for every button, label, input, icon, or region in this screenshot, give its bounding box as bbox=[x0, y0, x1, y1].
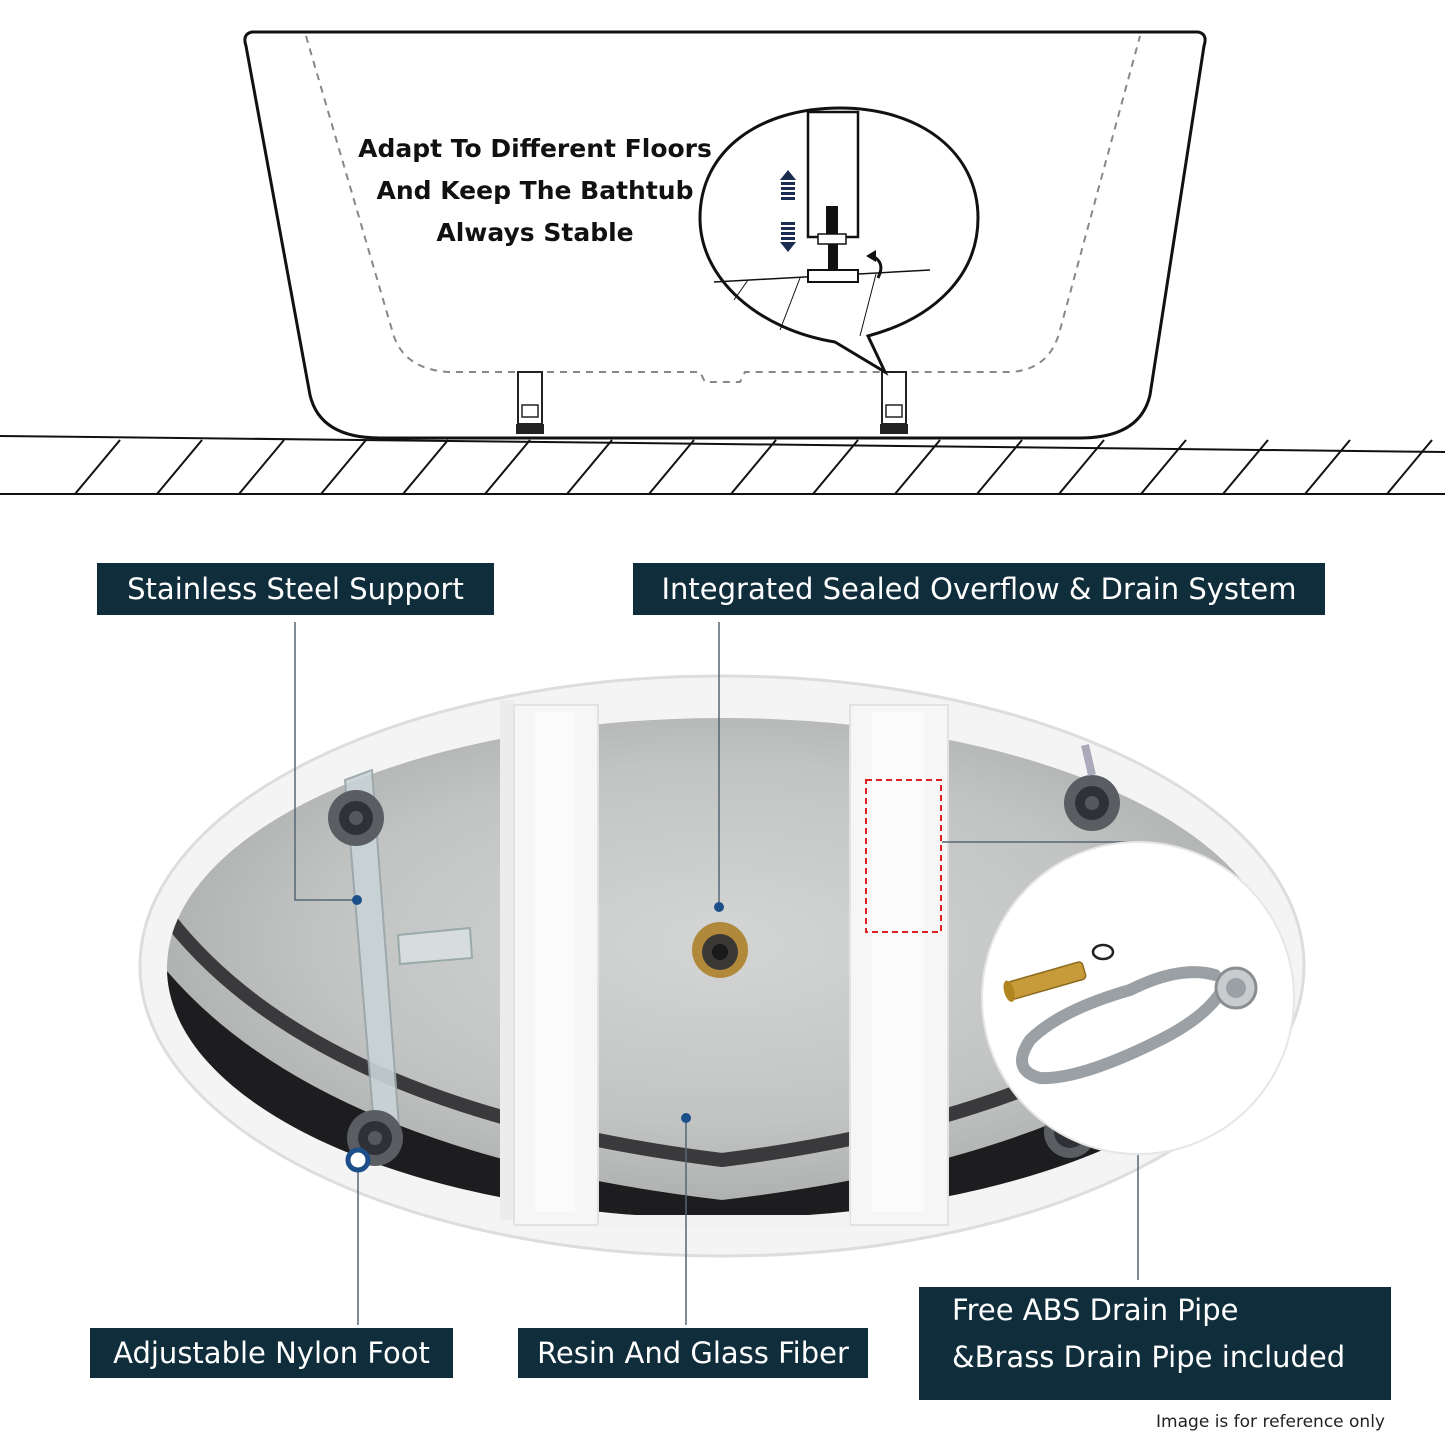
marker-foot bbox=[348, 1150, 368, 1170]
nylon-foot-top-right bbox=[1064, 775, 1120, 831]
callout-line-3: Always Stable bbox=[436, 218, 634, 247]
callout-line-2: And Keep The Bathtub bbox=[376, 176, 694, 205]
rib-left-outer bbox=[500, 700, 514, 1220]
reference-footnote: Image is for reference only bbox=[1156, 1412, 1385, 1432]
label-adjustable-nylon-foot: Adjustable Nylon Foot bbox=[90, 1328, 453, 1378]
marker-resin bbox=[681, 1113, 691, 1123]
drain-pipe-line-1: Free ABS Drain Pipe bbox=[952, 1293, 1239, 1327]
label-resin-glass-fiber: Resin And Glass Fiber bbox=[518, 1328, 868, 1378]
marker-drain bbox=[714, 902, 724, 912]
marker-support bbox=[352, 895, 362, 905]
label-stainless-steel-support: Stainless Steel Support bbox=[97, 563, 494, 615]
drain-pipe-line-2: &Brass Drain Pipe included bbox=[952, 1340, 1346, 1374]
drain-fitting bbox=[692, 922, 748, 978]
callout-line-1: Adapt To Different Floors bbox=[358, 134, 712, 163]
label-drain-pipe-included bbox=[919, 1287, 1391, 1400]
drain-pipe-inset bbox=[982, 842, 1294, 1154]
label-overflow-drain-system: Integrated Sealed Overflow & Drain System bbox=[633, 563, 1325, 615]
nylon-foot-top-left bbox=[328, 790, 384, 846]
